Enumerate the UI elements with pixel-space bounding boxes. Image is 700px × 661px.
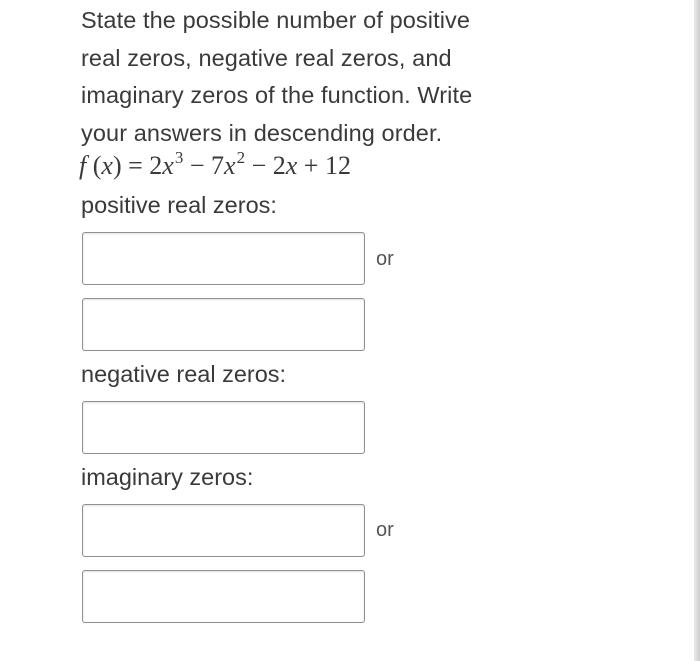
eq-coef-2: 7 xyxy=(211,151,225,180)
function-equation xyxy=(79,146,351,189)
eq-op-1: − xyxy=(189,151,205,180)
eq-op-3: + xyxy=(303,151,319,180)
eq-argument: (x) xyxy=(92,151,122,180)
negative-zeros-label: negative real zeros: xyxy=(81,361,287,387)
eq-op-2: − xyxy=(251,151,267,180)
eq-function-name: f xyxy=(79,151,87,180)
eq-coef-3: 2 xyxy=(272,151,286,180)
imaginary-zeros-input-1[interactable] xyxy=(82,504,365,557)
question-prompt xyxy=(81,2,541,152)
prompt-line: real zeros, negative real zeros, and xyxy=(81,44,452,71)
eq-coef-1: 2 xyxy=(149,151,163,180)
or-label: or xyxy=(376,519,394,541)
prompt-line: imaginary zeros of the function. Write xyxy=(81,82,473,108)
eq-exp-2: 2 xyxy=(236,148,246,167)
eq-constant: 12 xyxy=(324,151,351,180)
eq-var-3: x xyxy=(285,151,298,180)
negative-zeros-input-1[interactable] xyxy=(82,401,365,454)
imaginary-zeros-input-2[interactable] xyxy=(82,570,365,623)
imaginary-zeros-label: imaginary zeros: xyxy=(81,464,254,490)
positive-zeros-label: positive real zeros: xyxy=(81,192,277,218)
prompt-line: State the possible number of positive xyxy=(81,7,471,33)
prompt-line: your answers in descending order. xyxy=(81,119,443,146)
positive-zeros-input-2[interactable] xyxy=(82,298,365,351)
eq-var-2: x xyxy=(224,151,236,180)
scroll-edge xyxy=(694,0,700,661)
eq-exp-1: 3 xyxy=(174,148,184,167)
positive-zeros-input-1[interactable] xyxy=(82,232,365,285)
eq-equals: = xyxy=(128,151,143,180)
eq-var-1: x xyxy=(162,151,174,180)
or-label: or xyxy=(376,248,394,270)
